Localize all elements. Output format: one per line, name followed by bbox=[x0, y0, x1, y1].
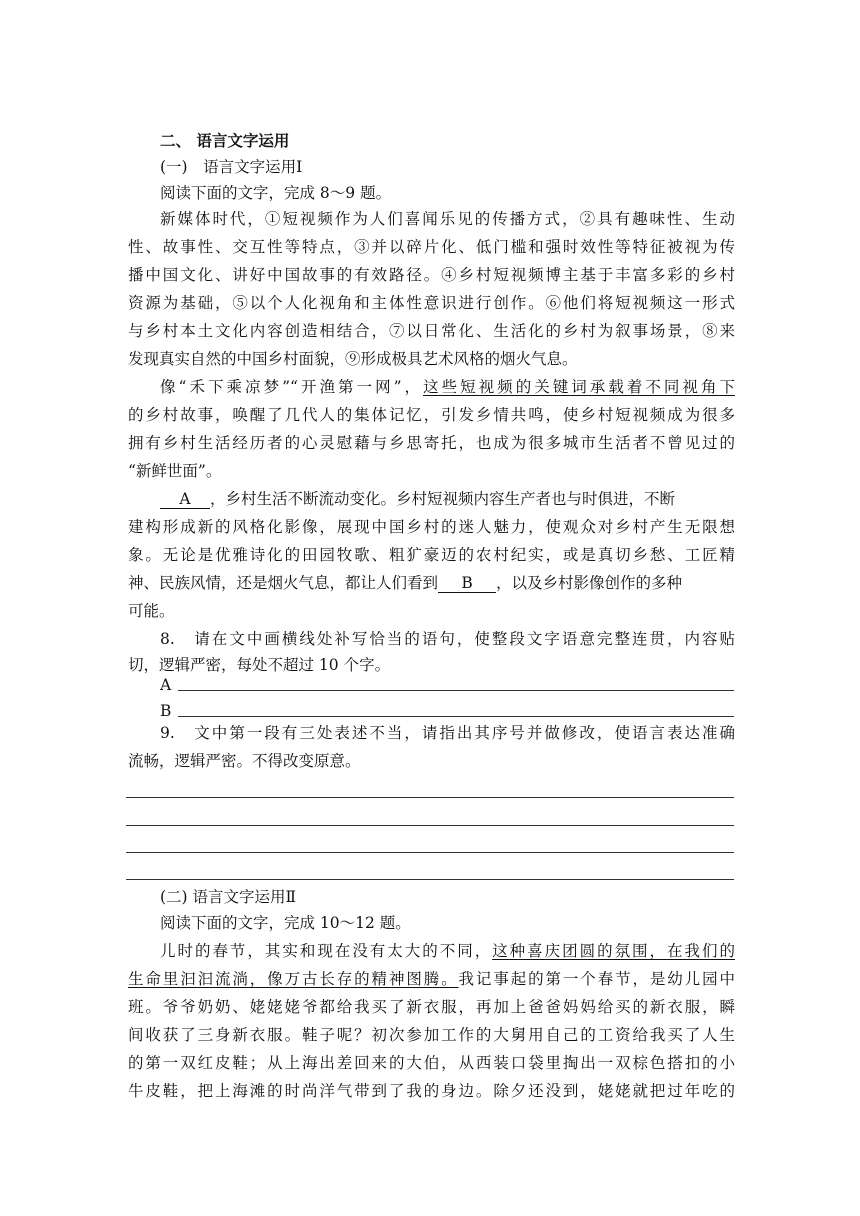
p2-line-1 bbox=[160, 376, 735, 398]
p1-line-2: 性、故事性、交互性等特点，③并以碎片化、低门槛和强时效性等特征被视为传 bbox=[128, 238, 735, 256]
answer-label-b: B bbox=[160, 702, 172, 720]
p2-underlined: 这些短视频的关键词承载着不同视角下 bbox=[423, 378, 735, 396]
part2-line-1 bbox=[160, 940, 735, 962]
p3-line-4-after: ，以及乡村影像创作的多种 bbox=[496, 574, 683, 592]
part2-line-4: 间收获了三身新衣服。鞋子呢？初次参加工作的大舅用自己的工资给我买了人生 bbox=[128, 1026, 735, 1044]
part2-line-5: 的第一双红皮鞋；从上海出差回来的大伯，从西装口袋里掏出一双棕色搭扣的小 bbox=[128, 1054, 735, 1072]
part2-line-2 bbox=[128, 968, 735, 990]
part1-instruction: 阅读下面的文字，完成 8～9 题。 bbox=[160, 184, 392, 202]
part2-line-6: 牛皮鞋，把上海滩的时尚洋气带到了我的身边。除夕还没到，姥姥就把过年吃的 bbox=[128, 1082, 735, 1100]
p1-line-4: 资源为基础，⑤以个人化视角和主体性意识进行创作。⑥他们将短视频这一形式 bbox=[128, 294, 735, 312]
part2-line-3: 班。爷爷奶奶、姥姥姥爷都给我买了新衣服，再加上爸爸妈妈给买的新衣服，瞬 bbox=[128, 998, 735, 1016]
q8-line-2: 切，逻辑严密，每处不超过 10 个字。 bbox=[128, 656, 391, 674]
p3-line-4 bbox=[128, 572, 735, 594]
answer-line-q9-3[interactable] bbox=[126, 852, 734, 853]
q9-line-1: 9. 文中第一段有三处表述不当，请指出其序号并做修改，使语言表达准确 bbox=[160, 724, 735, 742]
q9-line-2: 流畅，逻辑严密。不得改变原意。 bbox=[128, 752, 361, 770]
answer-label-a: A bbox=[160, 676, 172, 694]
blank-a[interactable]: A bbox=[160, 490, 210, 509]
section-title: 二、 语言文字运用 bbox=[160, 132, 290, 150]
answer-line-q9-4[interactable] bbox=[126, 879, 734, 880]
answer-line-b[interactable] bbox=[178, 716, 734, 717]
part2-title: (二) 语言文字运用Ⅱ bbox=[160, 888, 297, 906]
p2-line-3: 拥有乡村生活经历者的心灵慰藉与乡思寄托，也成为很多城市生活者不曾见过的 bbox=[128, 434, 735, 452]
answer-line-q9-1[interactable] bbox=[126, 797, 734, 798]
p3-line-2: 建构形成新的风格化影像，展现中国乡村的迷人魅力，使观众对乡村产生无限想 bbox=[128, 518, 735, 536]
part2-instruction: 阅读下面的文字，完成 10～12 题。 bbox=[160, 914, 411, 932]
p1-line-5: 与乡村本土文化内容创造相结合，⑦以日常化、生活化的乡村为叙事场景，⑧来 bbox=[128, 322, 735, 340]
answer-line-q9-2[interactable] bbox=[126, 825, 734, 826]
part1-title: (一) 语言文字运用Ⅰ bbox=[160, 158, 303, 176]
part2-line-2-plain: 我记事起的第一个春节，是幼儿园中 bbox=[458, 970, 735, 988]
part2-line-2-underlined: 生命里汩汩流淌，像万古长存的精神图腾。 bbox=[128, 970, 459, 988]
p2-plain: 像“禾下乘凉梦”“开渔第一网”， bbox=[160, 378, 424, 396]
p3-line-5: 可能。 bbox=[128, 602, 175, 620]
part2-line-1-plain: 儿时的春节，其实和现在没有太大的不同， bbox=[160, 942, 493, 960]
p3-line-1 bbox=[160, 488, 735, 510]
answer-line-a[interactable] bbox=[178, 690, 734, 691]
p1-line-6: 发现真实自然的中国乡村面貌，⑨形成极具艺术风格的烟火气息。 bbox=[128, 350, 578, 368]
p3-line-4-before: 神、民族风情，还是烟火气息，都让人们看到 bbox=[128, 574, 439, 592]
q8-line-1: 8. 请在文中画横线处补写恰当的语句，使整段文字语意完整连贯，内容贴 bbox=[160, 630, 735, 648]
p1-line-1: 新媒体时代，①短视频作为人们喜闻乐见的传播方式，②具有趣味性、生动 bbox=[160, 210, 735, 228]
p3-line-3: 象。无论是优雅诗化的田园牧歌、粗犷豪迈的农村纪实，或是真切乡愁、工匠精 bbox=[128, 546, 735, 564]
blank-b[interactable]: B bbox=[438, 574, 496, 593]
p2-line-4: “新鲜世面”。 bbox=[128, 462, 222, 480]
p3-line-1-rest: ，乡村生活不断流动变化。乡村短视频内容生产者也与时俱进，不断 bbox=[210, 490, 676, 508]
p1-line-3: 播中国文化、讲好中国故事的有效路径。④乡村短视频博主基于丰富多彩的乡村 bbox=[128, 266, 735, 284]
p2-line-2: 的乡村故事，唤醒了几代人的集体记忆，引发乡情共鸣，使乡村短视频成为很多 bbox=[128, 406, 735, 424]
part2-line-1-underlined: 这种喜庆团圆的氛围，在我们的 bbox=[492, 942, 735, 960]
